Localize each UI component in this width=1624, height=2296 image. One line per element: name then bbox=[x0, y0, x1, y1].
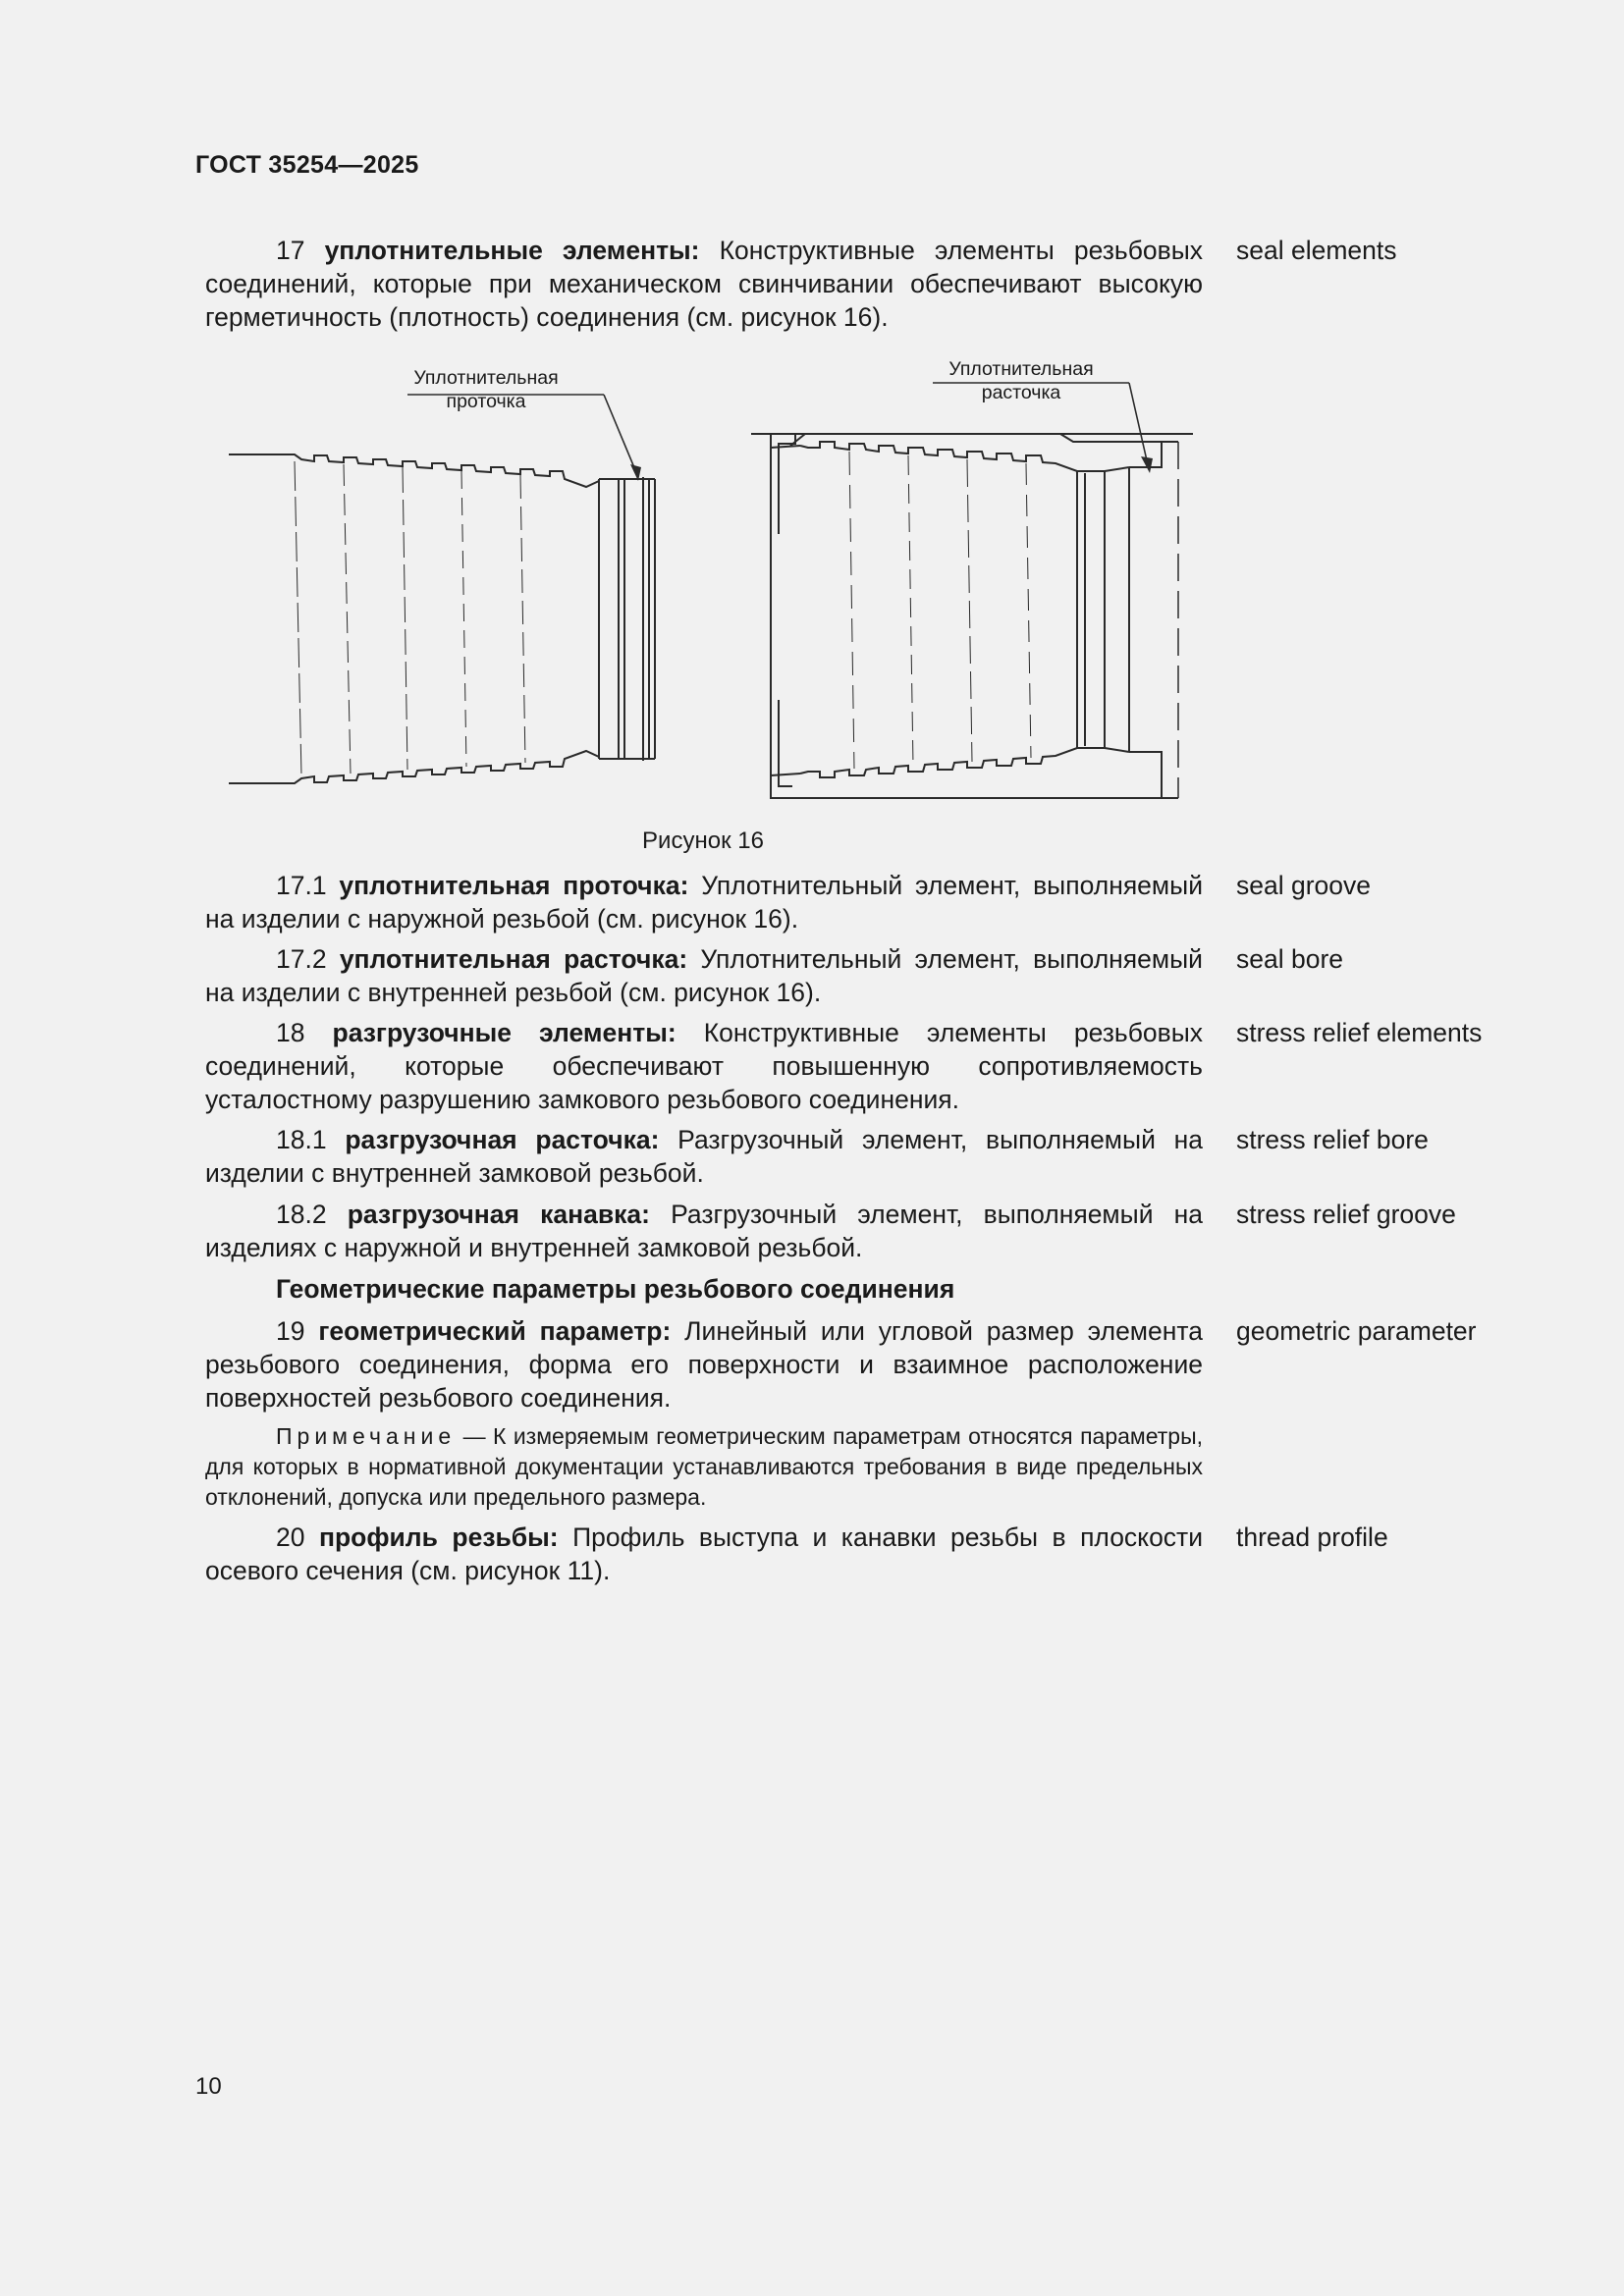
term-17-2 bbox=[205, 942, 1203, 1009]
term-20 bbox=[205, 1521, 1203, 1587]
term-definition: Профиль выступа и канавки резьбы в плоскости осевого сечения (см. рисунок 11). bbox=[205, 1522, 1203, 1585]
note-label: Примечание bbox=[276, 1423, 457, 1449]
term-18-1 bbox=[205, 1123, 1203, 1190]
term-number: 19 bbox=[276, 1316, 305, 1346]
term-19 bbox=[205, 1314, 1203, 1415]
term-name: уплотнительная расточка: bbox=[339, 944, 688, 974]
box-drawing bbox=[751, 351, 1193, 798]
term-definition: Уплотнительный элемент, выполняемый на изделии с внутренней резьбой (см. рисунок 16). bbox=[205, 944, 1203, 1007]
term-18-1-english: stress relief bore bbox=[1236, 1125, 1429, 1154]
term-name: разгрузочная канавка: bbox=[347, 1200, 650, 1229]
pin-drawing bbox=[229, 395, 655, 783]
document-header: ГОСТ 35254—2025 bbox=[195, 151, 419, 179]
term-definition: Линейный или угловой размер элемента резьбового соединения, форма его поверхности и взаимное расположение поверхностей резьбового соединения. bbox=[205, 1316, 1203, 1413]
term-definition: Разгрузочный элемент, выполняемый на изделиях с наружной и внутренней замковой резьбой. bbox=[205, 1200, 1203, 1262]
term-name: разгрузочная расточка: bbox=[345, 1125, 660, 1154]
term-18-2 bbox=[205, 1198, 1203, 1264]
term-19-english: geometric parameter bbox=[1236, 1316, 1477, 1346]
term-17-1-english: seal groove bbox=[1236, 871, 1372, 900]
term-definition: Уплотнительный элемент, выполняемый на изделии с наружной резьбой (см. рисунок 16). bbox=[205, 871, 1203, 934]
term-17-english: seal elements bbox=[1236, 236, 1397, 265]
page-number: 10 bbox=[195, 2073, 222, 2100]
term-number: 17.1 bbox=[276, 871, 327, 900]
term-number: 17.2 bbox=[276, 944, 327, 974]
label-seal-groove: Уплотнительная проточка bbox=[413, 367, 559, 412]
term-18-english: stress relief elements bbox=[1236, 1018, 1483, 1047]
term-definition: Конструктивные элементы резьбовых соединений, которые обеспечивают повышенную сопротивляемость усталостному разрушению замкового резьбового соединения. bbox=[205, 1018, 1203, 1114]
term-definition: Разгрузочный элемент, выполняемый на изделии с внутренней замковой резьбой. bbox=[205, 1125, 1203, 1188]
term-17-1 bbox=[205, 869, 1203, 935]
term-18-2-english: stress relief groove bbox=[1236, 1200, 1456, 1229]
term-17-2-english: seal bore bbox=[1236, 944, 1344, 974]
term-17 bbox=[205, 234, 1203, 334]
figure-16-drawing bbox=[221, 351, 1203, 813]
term-number: 18.2 bbox=[276, 1200, 327, 1229]
term-definition: Конструктивные элементы резьбовых соединений, которые при механическом свинчивании обеспечивают высокую герметичность (плотность) соединения (см. рисунок 16). bbox=[205, 236, 1203, 332]
section-subheading: Геометрические параметры резьбового соединения bbox=[276, 1274, 955, 1304]
term-number: 20 bbox=[276, 1522, 305, 1552]
term-number: 17 bbox=[276, 236, 305, 265]
term-name: разгрузочные элементы: bbox=[332, 1018, 677, 1047]
note bbox=[205, 1421, 1203, 1513]
term-18 bbox=[205, 1016, 1203, 1116]
term-name: геометрический параметр: bbox=[318, 1316, 672, 1346]
term-20-english: thread profile bbox=[1236, 1522, 1388, 1552]
term-name: уплотнительная проточка: bbox=[339, 871, 689, 900]
figure-caption: Рисунок 16 bbox=[642, 828, 764, 854]
term-name: уплотнительные элементы: bbox=[324, 236, 700, 265]
figure-16 bbox=[221, 351, 1203, 813]
term-name: профиль резьбы: bbox=[318, 1522, 559, 1552]
label-seal-bore: Уплотнительная расточка bbox=[948, 358, 1094, 403]
note-text: — К измеряемым геометрическим параметрам относятся параметры, для которых в нормативной документации устанавливаются требования в виде предельных отклонений, допуска или предельного размера. bbox=[205, 1423, 1203, 1510]
term-number: 18.1 bbox=[276, 1125, 327, 1154]
term-number: 18 bbox=[276, 1018, 305, 1047]
